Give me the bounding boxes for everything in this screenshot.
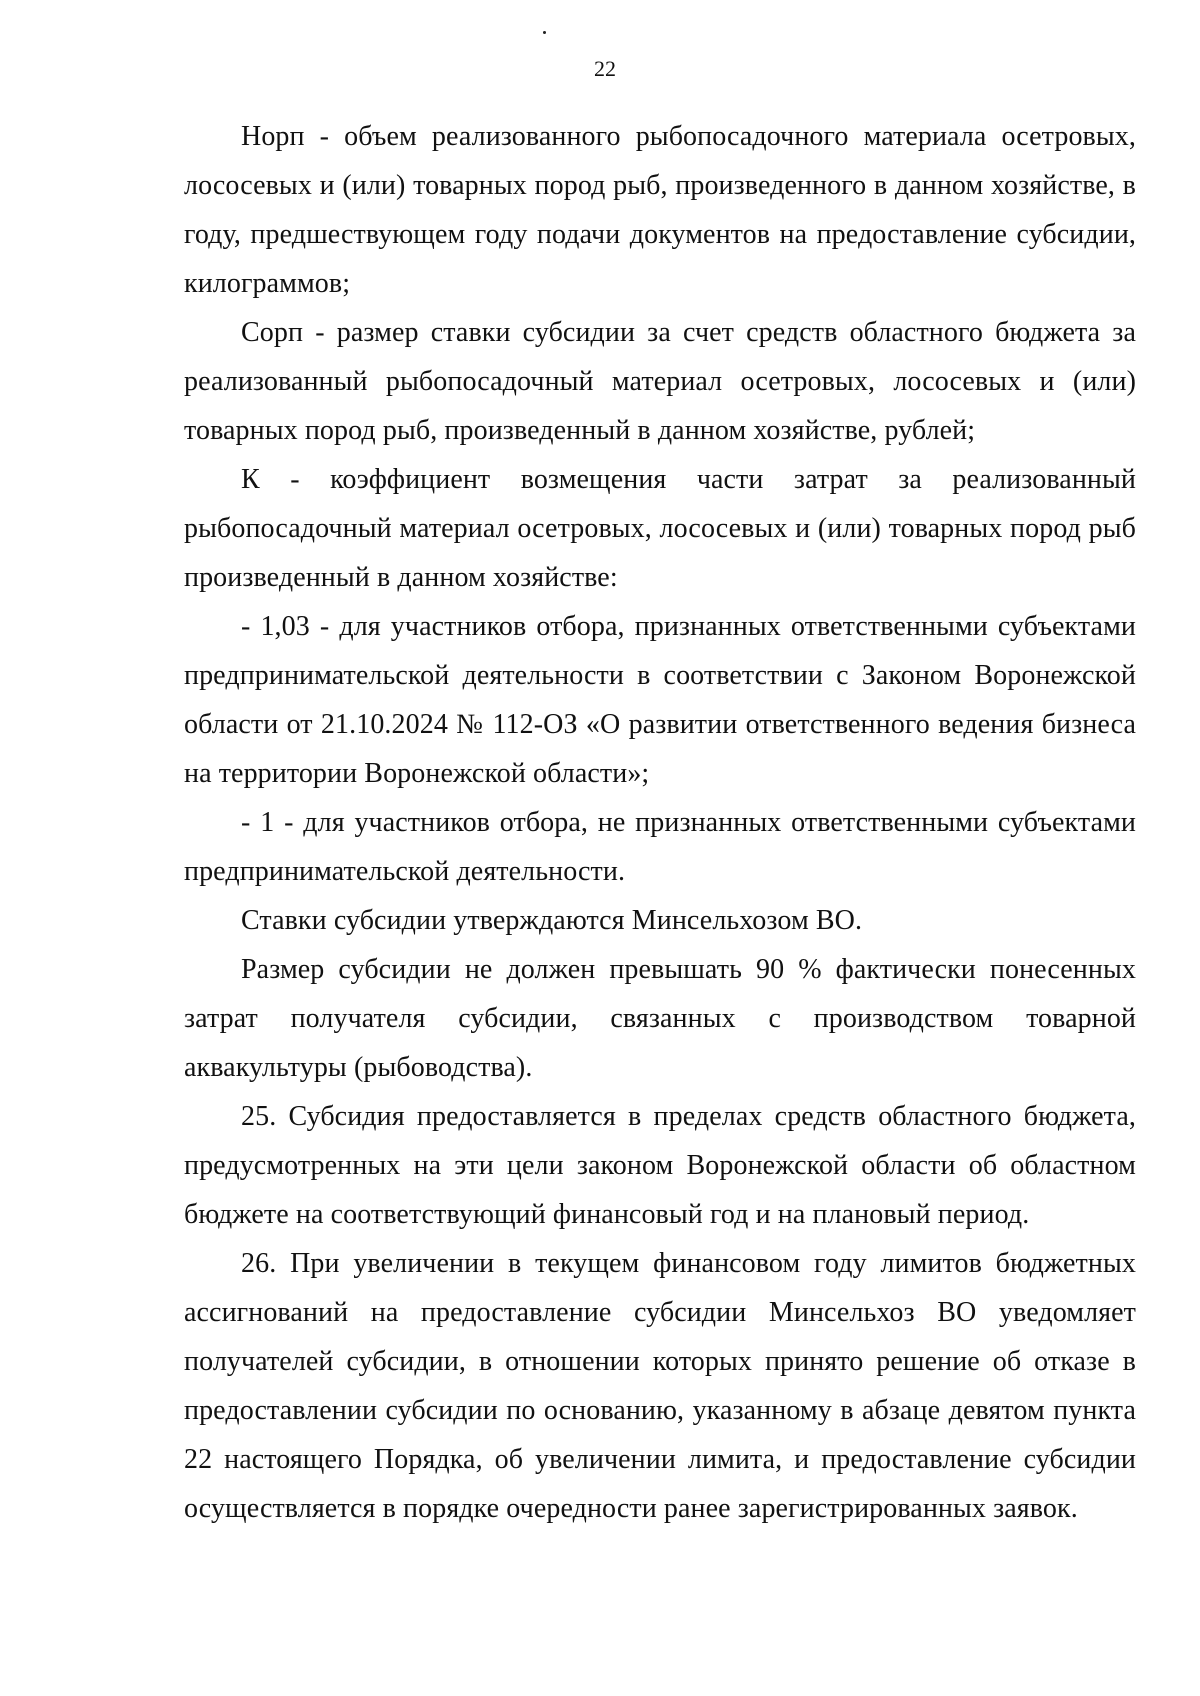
paragraph-k-coefficient: К - коэффициент возмещения части затрат за реализованный рыбопосадочный материал осетровых, лососевых и (или) товарных пород рыб произведенный в данном хозяйстве: — [184, 464, 1136, 593]
paragraph-item-26: 26. При увеличении в текущем финансовом году лимитов бюджетных ассигнований на предоставление субсидии Минсельхоз ВО уведомляет получателей субсидии, в отношении которых принято решение об отказе в предоставлении субсидии по основанию, указанному в абзаце девятом пункта 22 настоящего Порядка, об увеличении лимита, и предоставление субсидии осуществляется в порядке очередности ранее зарегистрированных заявок. — [184, 1248, 1136, 1524]
paragraph-sorp-definition: Сорп - размер ставки субсидии за счет средств областного бюджета за реализованный рыбопосадочный материал осетровых, лососевых и (или) товарных пород рыб, произведенный в данном хозяйстве, рублей; — [184, 317, 1136, 446]
paragraph-subsidy-limit: Размер субсидии не должен превышать 90 % фактически понесенных затрат получателя субсидии, связанных с производством товарной аквакультуры (рыбоводства). — [184, 954, 1136, 1083]
paragraph-norp-definition: Норп - объем реализованного рыбопосадочного материала осетровых, лососевых и (или) товарных пород рыб, произведенного в данном хозяйстве, в году, предшествующем году подачи документов на предоставление субсидии, килограммов; — [184, 121, 1136, 299]
paragraph-coefficient-1-03: - 1,03 - для участников отбора, признанных ответственными субъектами предпринимательской деятельности в соответствии с Законом Воронежской области от 21.10.2024 № 112-ОЗ «О развитии ответственного ведения бизнеса на территории Воронежской области»; — [184, 611, 1136, 789]
paragraph-rates-approval: Ставки субсидии утверждаются Минсельхозом ВО. — [241, 905, 863, 936]
scan-speck — [543, 31, 546, 34]
document-body — [184, 112, 1136, 1533]
paragraph-coefficient-1: - 1 - для участников отбора, не признанных ответственными субъектами предпринимательской деятельности. — [184, 807, 1136, 887]
paragraph-item-25: 25. Субсидия предоставляется в пределах средств областного бюджета, предусмотренных на эти цели законом Воронежской области об областном бюджете на соответствующий финансовый год и на плановый период. — [184, 1101, 1136, 1230]
page-number: 22 — [594, 56, 616, 81]
